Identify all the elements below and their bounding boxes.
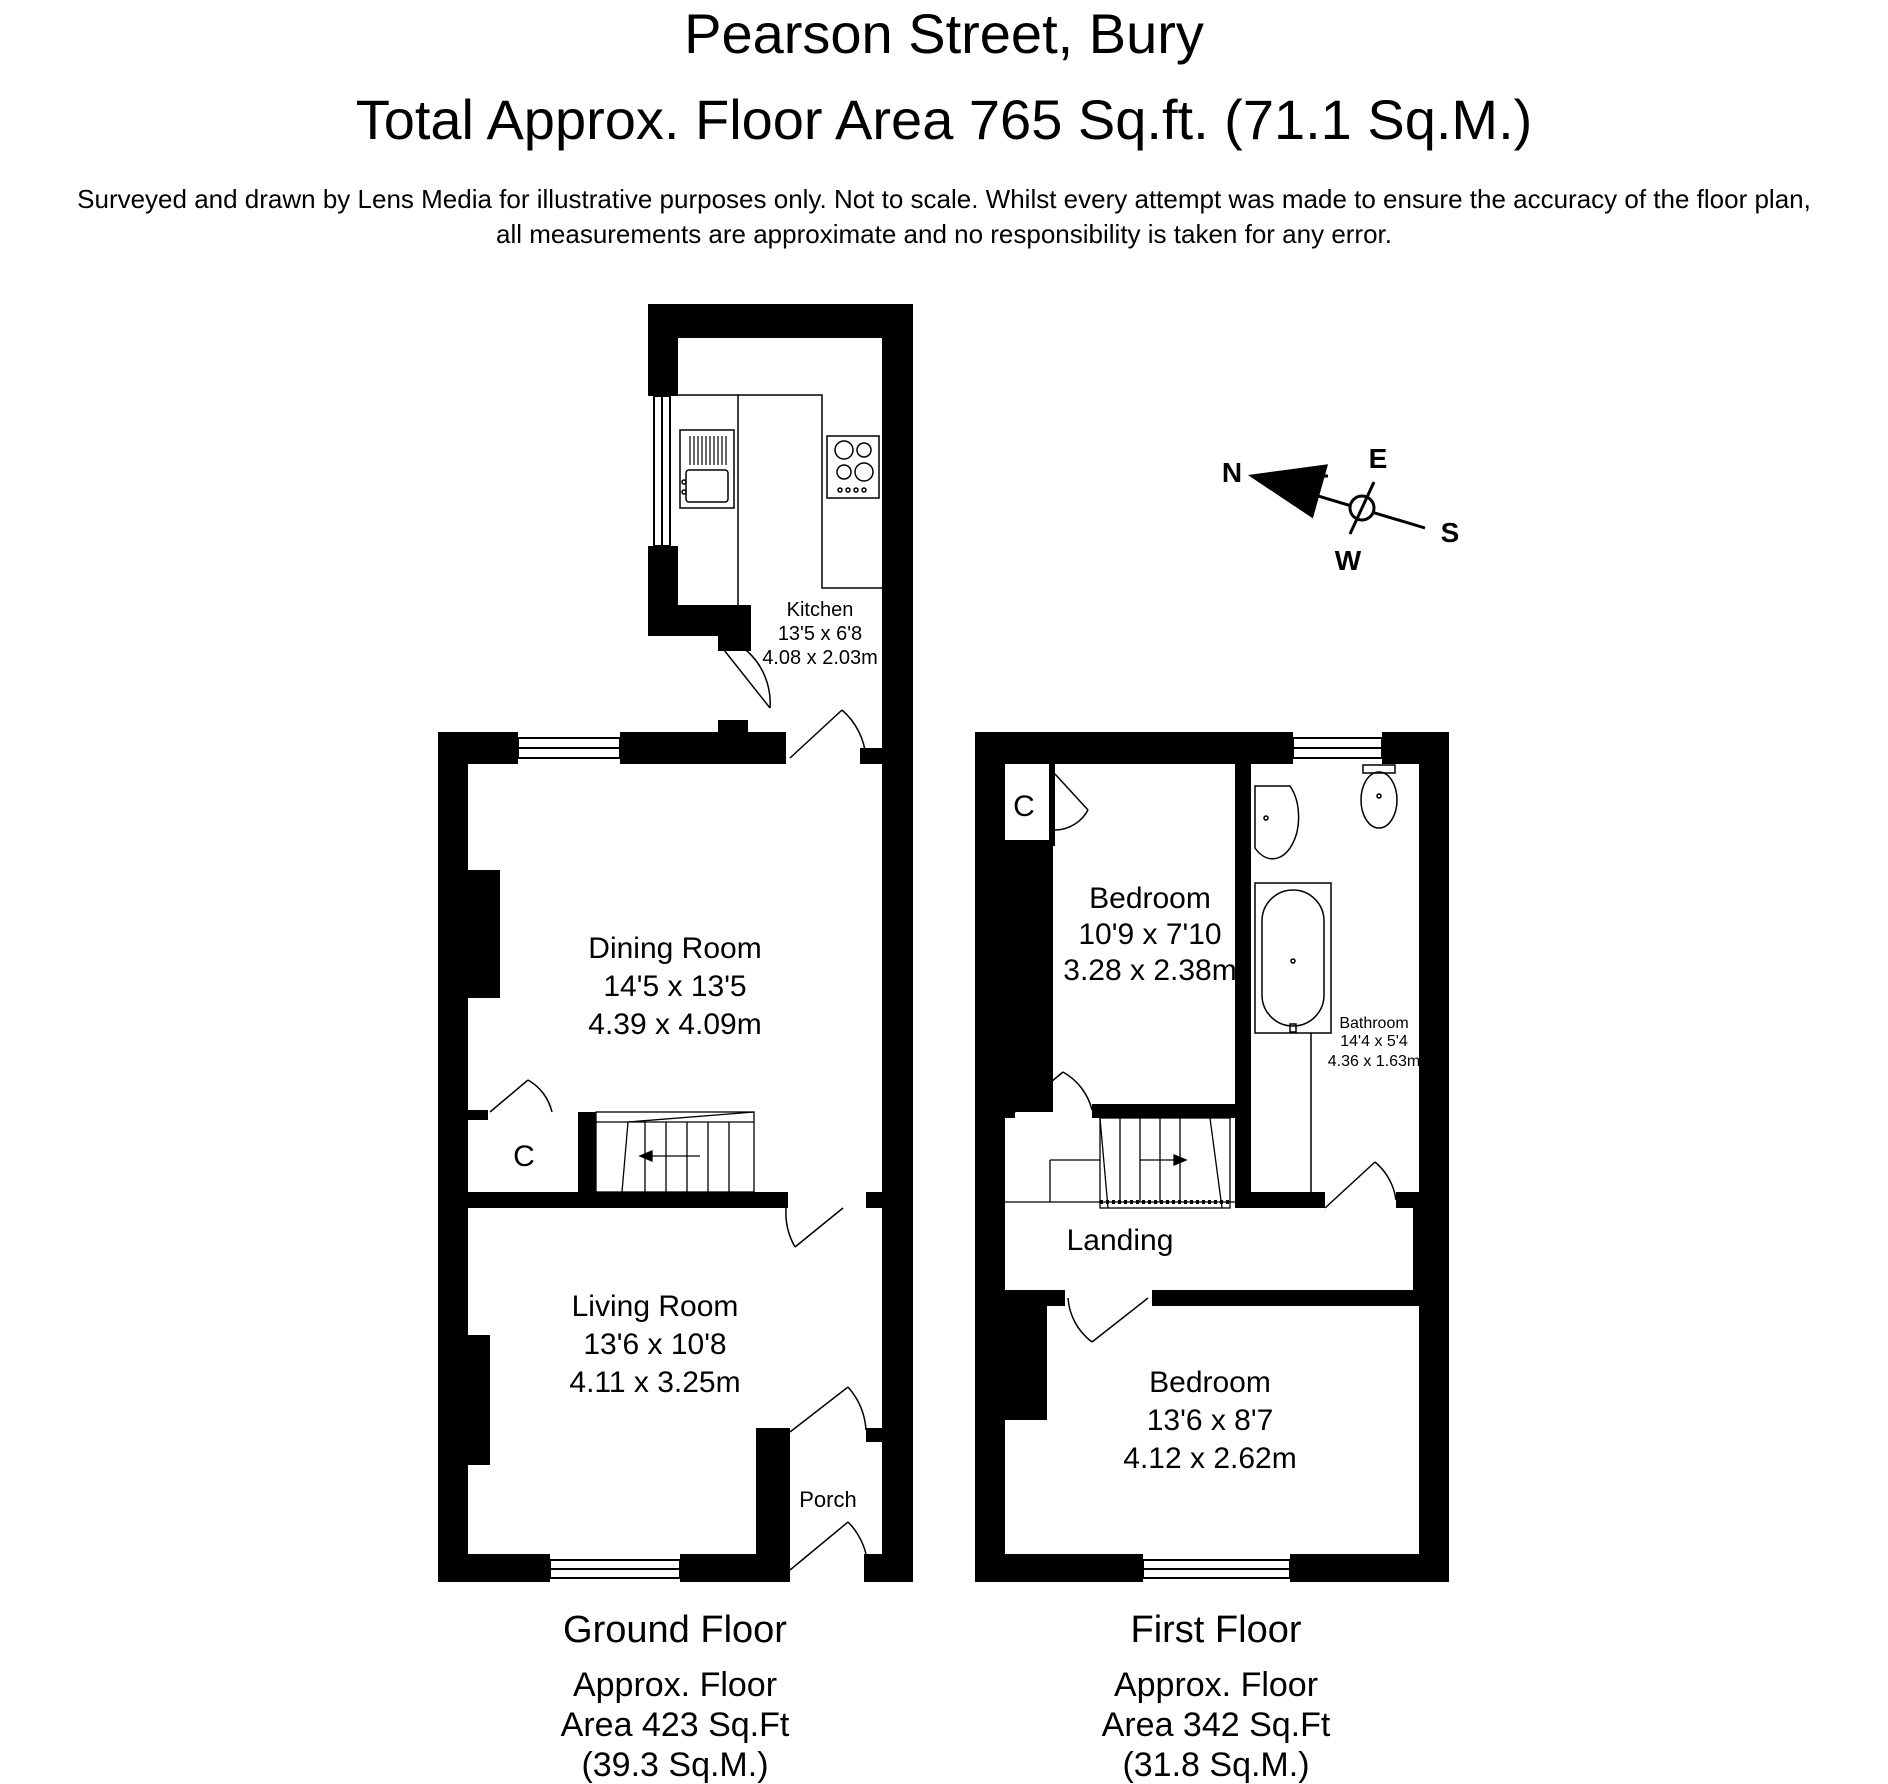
- kitchen-fittings: [678, 395, 882, 605]
- first-floor-area-2: Area 342 Sq.Ft: [1101, 1706, 1331, 1744]
- disclaimer-line-2: all measurements are approximate and no responsibility is taken for any error.: [496, 219, 1392, 249]
- ground-floor-stairs: [596, 1112, 754, 1192]
- first-floor-area-3: (31.8 Sq.M.): [1122, 1746, 1310, 1784]
- ground-floor-area-1: Approx. Floor: [572, 1666, 778, 1704]
- kitchen-metric: 4.08 x 2.03m: [762, 647, 878, 669]
- kitchen-imperial: 13'5 x 6'8: [777, 623, 863, 645]
- bedroom-2-name: Bedroom: [1149, 1366, 1271, 1399]
- first-cupboard-label: C: [1013, 790, 1035, 823]
- bathroom-metric: 4.36 x 1.63m: [1327, 1053, 1421, 1070]
- bedroom-1-metric: 3.28 x 2.38m: [1063, 954, 1237, 987]
- bathroom-name: Bathroom: [1339, 1015, 1409, 1032]
- first-floor-label: First Floor: [1130, 1609, 1302, 1651]
- compass-w: W: [1334, 545, 1362, 576]
- first-floor-area-1: Approx. Floor: [1113, 1666, 1319, 1704]
- plan-title: Pearson Street, Bury: [684, 2, 1204, 65]
- ground-floor-area-2: Area 423 Sq.Ft: [560, 1706, 790, 1744]
- compass-n: N: [1221, 457, 1243, 488]
- bathroom-imperial: 14'4 x 5'4: [1340, 1033, 1408, 1050]
- ground-floor-doors: [490, 650, 866, 1570]
- compass-e: E: [1368, 443, 1388, 474]
- bathroom-fittings: [1255, 765, 1397, 1192]
- total-area: Total Approx. Floor Area 765 Sq.ft. (71.1 Sq.M.): [355, 88, 1533, 151]
- bedroom-2-imperial: 13'6 x 8'7: [1146, 1404, 1274, 1437]
- first-floor-stairs: [1005, 1118, 1235, 1208]
- disclaimer-line-1: Surveyed and drawn by Lens Media for illustrative purposes only. Not to scale. Whilst every attempt was made to ensure the accuracy of the floor plan,: [77, 184, 1811, 214]
- landing-label: Landing: [1066, 1224, 1174, 1257]
- dining-room-metric: 4.39 x 4.09m: [588, 1008, 762, 1041]
- kitchen-name: Kitchen: [786, 599, 854, 621]
- ground-floor-area-3: (39.3 Sq.M.): [581, 1746, 769, 1784]
- bedroom-1-name: Bedroom: [1089, 882, 1211, 915]
- living-room-name: Living Room: [571, 1290, 739, 1323]
- living-room-imperial: 13'6 x 10'8: [583, 1328, 727, 1361]
- bedroom-2-metric: 4.12 x 2.62m: [1123, 1442, 1297, 1475]
- dining-room-imperial: 14'5 x 13'5: [603, 970, 747, 1003]
- ground-floor-label: Ground Floor: [563, 1609, 787, 1651]
- compass-s: S: [1440, 517, 1460, 548]
- bedroom-1-imperial: 10'9 x 7'10: [1078, 918, 1222, 951]
- ground-cupboard-label: C: [513, 1140, 535, 1173]
- porch-label: Porch: [799, 1487, 857, 1512]
- living-room-metric: 4.11 x 3.25m: [569, 1366, 741, 1399]
- compass-icon: [1252, 466, 1425, 534]
- dining-room-name: Dining Room: [588, 932, 762, 965]
